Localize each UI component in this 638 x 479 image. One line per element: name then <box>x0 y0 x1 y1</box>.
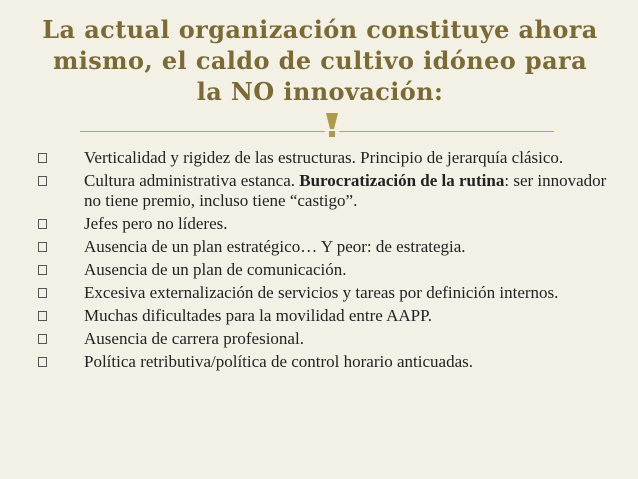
list-item-text: Ausencia de un plan de comunicación. <box>84 260 347 279</box>
list-item <box>38 260 608 280</box>
square-bullet-icon <box>38 242 47 252</box>
list-item <box>38 214 608 234</box>
square-bullet-icon <box>38 176 47 186</box>
list-item <box>38 352 608 372</box>
list-item-text: Muchas dificultades para la movilidad entre AAPP. <box>84 306 432 325</box>
square-bullet-icon <box>38 288 47 298</box>
list-item-text: Jefes pero no líderes. <box>84 214 228 233</box>
square-bullet-icon <box>38 311 47 321</box>
square-bullet-icon <box>38 153 47 163</box>
list-item-bold-text: Burocratización de la rutina <box>299 171 505 190</box>
list-item <box>38 148 608 168</box>
square-bullet-icon <box>38 219 47 229</box>
list-item-text: Cultura administrativa estanca. <box>84 171 300 190</box>
list-item <box>38 306 608 326</box>
bullet-list <box>38 148 608 375</box>
list-item-text: : ser innovador no tiene premio, incluso tiene “castigo”. <box>84 171 607 210</box>
list-item-text: Excesiva externalización de servicios y tareas por definición internos. <box>84 283 559 302</box>
list-item-text: Ausencia de un plan estratégico… Y peor: de estrategia. <box>84 237 466 256</box>
list-item <box>38 329 608 349</box>
list-item-text: Política retributiva/política de control horario anticuadas. <box>84 352 473 371</box>
list-item-text: Verticalidad y rigidez de las estructuras. Principio de jerarquía clásico. <box>84 148 564 167</box>
square-bullet-icon <box>38 334 47 344</box>
list-item-text: Ausencia de carrera profesional. <box>84 329 304 348</box>
square-bullet-icon <box>38 265 47 275</box>
title-divider-left <box>80 131 325 132</box>
exclamation-ornament-icon <box>323 112 341 138</box>
title-divider-right <box>339 131 554 132</box>
square-bullet-icon <box>38 357 47 367</box>
slide-title: La actual organización constituye ahora mismo, el caldo de cultivo idóneo para la NO innovación: <box>42 15 598 106</box>
list-item <box>38 283 608 303</box>
list-item <box>38 171 608 211</box>
list-item <box>38 237 608 257</box>
